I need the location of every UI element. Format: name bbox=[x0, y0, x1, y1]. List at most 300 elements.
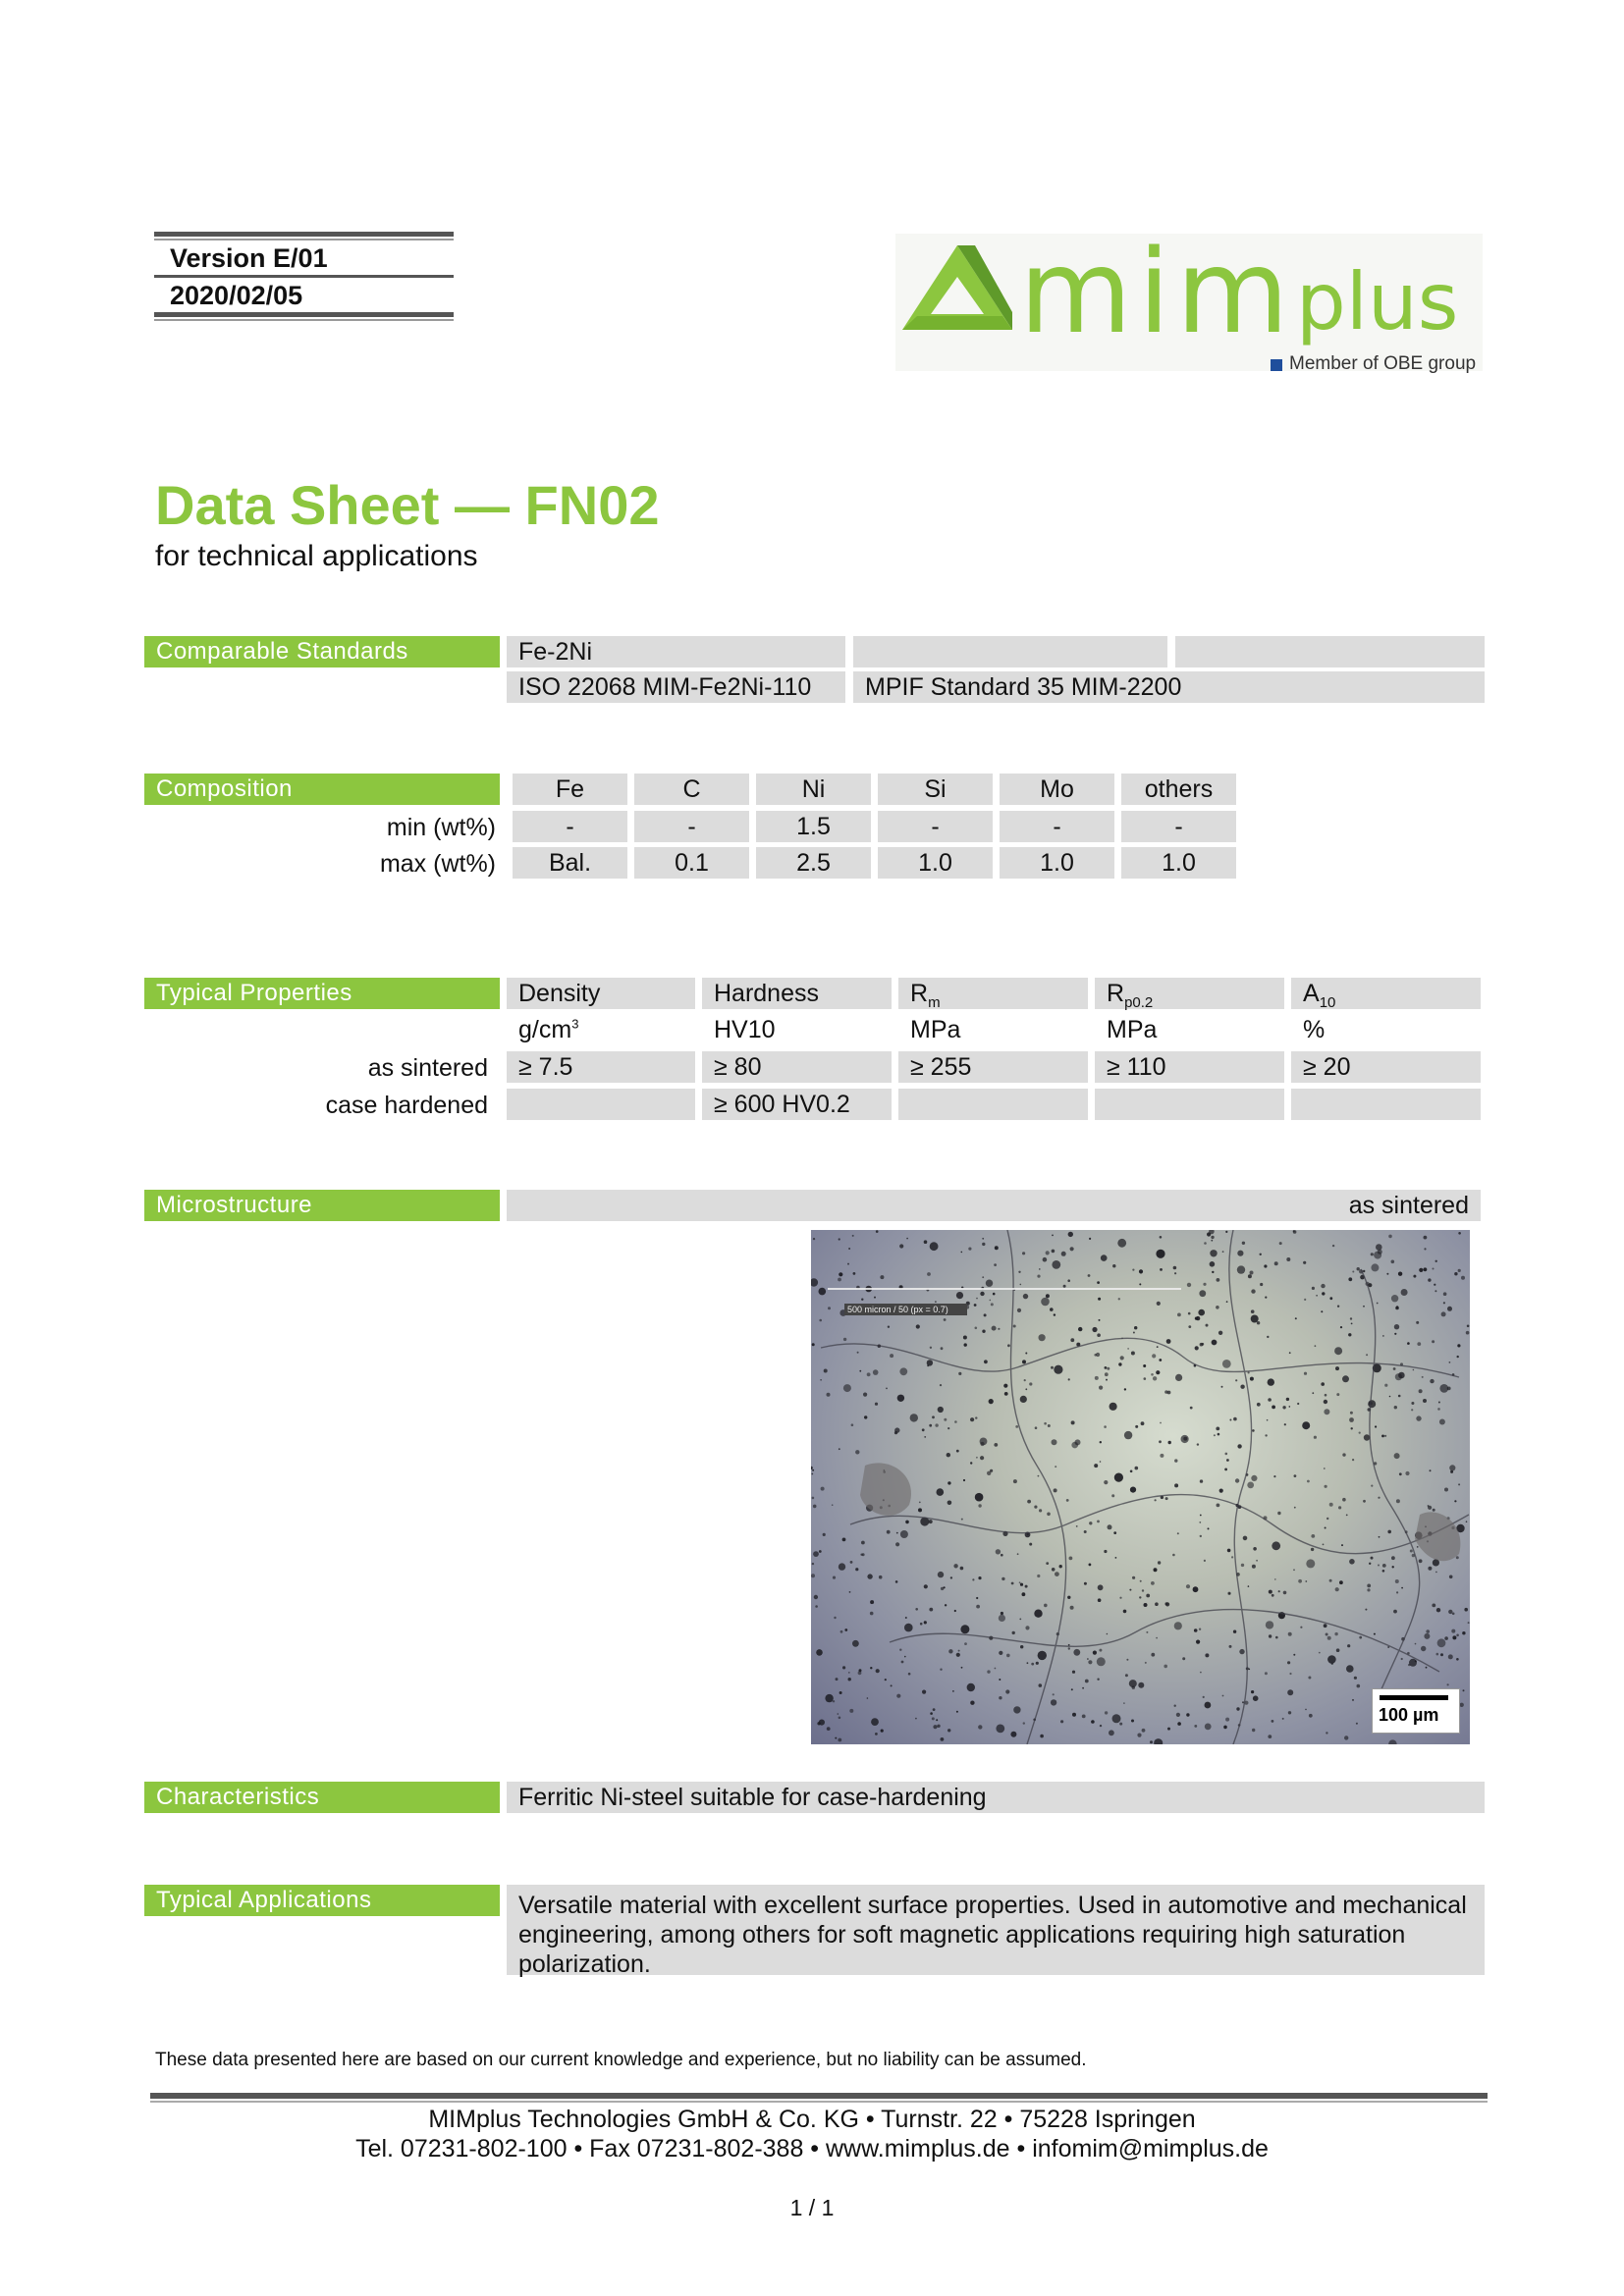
micrograph-speck bbox=[1378, 1497, 1380, 1499]
micrograph-speck bbox=[824, 1369, 828, 1373]
micrograph-speck bbox=[1225, 1231, 1227, 1233]
micrograph-speck bbox=[874, 1297, 876, 1299]
micrograph-speck bbox=[1321, 1382, 1325, 1386]
micrograph-speck bbox=[1350, 1317, 1352, 1319]
micrograph-speck bbox=[1382, 1564, 1386, 1568]
micrograph-speck bbox=[976, 1457, 978, 1459]
micrograph-speck bbox=[944, 1586, 946, 1588]
micrograph-speck bbox=[1119, 1723, 1122, 1726]
micrograph-speck bbox=[812, 1469, 814, 1471]
micrograph-speck bbox=[1203, 1283, 1206, 1286]
micrograph-speck bbox=[1174, 1272, 1176, 1274]
micrograph-speck bbox=[1046, 1251, 1050, 1255]
micrograph-speck bbox=[956, 1653, 960, 1657]
micrograph-speck bbox=[1274, 1578, 1276, 1580]
micrograph-speck bbox=[1305, 1580, 1307, 1582]
micrograph-speck bbox=[1342, 1453, 1345, 1456]
micrograph-speck bbox=[1352, 1699, 1354, 1701]
micrograph-speck bbox=[842, 1666, 845, 1669]
micrograph-speck bbox=[834, 1617, 836, 1619]
micrograph-speck bbox=[843, 1338, 846, 1341]
micrograph-speck bbox=[1211, 1240, 1213, 1242]
micrograph-speck bbox=[1085, 1680, 1089, 1683]
micrograph-speck bbox=[1067, 1596, 1070, 1599]
micrograph-speck bbox=[918, 1508, 922, 1512]
micrograph-speck bbox=[886, 1388, 888, 1390]
micrograph-speck bbox=[1436, 1653, 1439, 1656]
micrograph-speck bbox=[989, 1399, 994, 1404]
micrograph-speck bbox=[880, 1275, 884, 1279]
micrograph-speck bbox=[1117, 1239, 1126, 1248]
micrograph-speck bbox=[1456, 1634, 1459, 1637]
micrograph-speck bbox=[1034, 1506, 1037, 1509]
micrograph-speck bbox=[1237, 1251, 1243, 1256]
micrograph-speck bbox=[1059, 1565, 1062, 1568]
micrograph-speck bbox=[1229, 1419, 1231, 1421]
micrograph-speck bbox=[1216, 1427, 1219, 1431]
micrograph-speck bbox=[1443, 1292, 1447, 1296]
micrograph-speck bbox=[1428, 1278, 1431, 1281]
micrograph-speck bbox=[1035, 1426, 1038, 1429]
micrograph-speck bbox=[839, 1717, 841, 1720]
micrograph-speck bbox=[875, 1733, 878, 1735]
micrograph-speck bbox=[1218, 1433, 1220, 1436]
micrograph-speck bbox=[922, 1690, 926, 1694]
micrograph-speck bbox=[847, 1263, 849, 1265]
micrograph-speck bbox=[1388, 1235, 1392, 1239]
micrograph-speck bbox=[1174, 1705, 1176, 1707]
micrograph-speck bbox=[1145, 1662, 1147, 1664]
micrograph-speck bbox=[1088, 1274, 1091, 1277]
micrograph-speck bbox=[1124, 1431, 1132, 1439]
micrograph-speck bbox=[1027, 1500, 1031, 1504]
micrograph-speck bbox=[1187, 1283, 1191, 1287]
micrograph-speck bbox=[819, 1550, 822, 1553]
micrograph-speck bbox=[1129, 1589, 1131, 1591]
micrograph-speck bbox=[1253, 1695, 1259, 1701]
micrograph-speck bbox=[905, 1617, 907, 1619]
micrograph-speck bbox=[1338, 1506, 1341, 1509]
micrograph-speck bbox=[1329, 1579, 1332, 1582]
standard-cell: ISO 22068 MIM-Fe2Ni-110 bbox=[507, 671, 845, 703]
triangle-logo-icon bbox=[901, 243, 1014, 332]
micrograph-speck bbox=[1104, 1550, 1107, 1553]
micrograph-speck bbox=[1466, 1331, 1470, 1335]
micrograph-speck bbox=[982, 1238, 984, 1240]
micrograph-speck bbox=[1368, 1400, 1376, 1408]
property-header: $A_{10}$ bbox=[1291, 978, 1481, 1009]
micrograph-speck bbox=[1421, 1646, 1426, 1651]
micrograph-speck bbox=[935, 1423, 938, 1426]
micrograph-speck bbox=[1449, 1575, 1453, 1579]
micrograph-speck bbox=[936, 1719, 938, 1721]
micrograph-speck bbox=[1366, 1354, 1368, 1356]
micrograph-speck bbox=[1226, 1301, 1228, 1303]
micrograph-speck bbox=[1053, 1693, 1055, 1695]
applications-text: Versatile material with excellent surface properties. Used in automotive and mechanical engineering, among others for soft magnetic applications requiring high saturation polarization. bbox=[507, 1885, 1485, 1975]
micrograph-speck bbox=[1458, 1269, 1461, 1272]
micrograph-speck bbox=[1206, 1324, 1209, 1327]
micrograph-speck bbox=[1154, 1568, 1158, 1572]
micrograph-speck bbox=[1458, 1232, 1461, 1235]
micrograph-speck bbox=[1297, 1403, 1299, 1405]
micrograph-speck bbox=[825, 1694, 833, 1702]
row-label: min (wt%) bbox=[386, 814, 496, 841]
micrograph-speck bbox=[1241, 1564, 1244, 1567]
micrograph-speck bbox=[1304, 1299, 1306, 1301]
micrograph-speck bbox=[1105, 1711, 1108, 1714]
micrograph-speck bbox=[857, 1352, 859, 1354]
micrograph-speck bbox=[1099, 1386, 1103, 1390]
micrograph-speck bbox=[922, 1428, 925, 1431]
micrograph-speck bbox=[1283, 1591, 1287, 1595]
micrograph-speck bbox=[986, 1280, 993, 1287]
micrograph-speck bbox=[974, 1304, 977, 1307]
micrograph-speck bbox=[1071, 1688, 1073, 1690]
micrograph-speck bbox=[1444, 1488, 1448, 1492]
micrograph-speck bbox=[867, 1697, 869, 1699]
micrograph-speck bbox=[1435, 1290, 1436, 1292]
micrograph-speck bbox=[1268, 1735, 1272, 1738]
composition-value: - bbox=[878, 811, 993, 842]
micrograph-speck bbox=[1371, 1263, 1379, 1271]
micrograph-speck bbox=[1384, 1384, 1387, 1387]
micrograph-speck bbox=[1088, 1660, 1092, 1664]
micrograph-speck bbox=[1165, 1497, 1168, 1500]
micrograph-speck bbox=[1294, 1507, 1296, 1509]
micrograph-speck bbox=[975, 1327, 978, 1330]
micrograph-speck bbox=[1424, 1267, 1428, 1271]
micrograph-speck bbox=[1142, 1729, 1146, 1733]
micrograph-speck bbox=[1047, 1513, 1051, 1517]
micrograph-speck bbox=[1295, 1317, 1297, 1319]
property-value bbox=[1291, 1089, 1481, 1120]
micrograph-speck bbox=[1070, 1247, 1074, 1251]
micrograph-speck bbox=[1363, 1500, 1366, 1503]
micrograph-speck bbox=[870, 1612, 874, 1616]
micrograph-speck bbox=[1015, 1425, 1018, 1428]
micrograph-speck bbox=[1434, 1284, 1435, 1286]
micrograph-measure-line bbox=[828, 1288, 1181, 1290]
micrograph-speck bbox=[1432, 1604, 1435, 1608]
micrograph-speck bbox=[1437, 1408, 1440, 1411]
micrograph-speck bbox=[1322, 1292, 1325, 1295]
micrograph-speck bbox=[819, 1288, 827, 1296]
micrograph-speck bbox=[935, 1301, 937, 1303]
micrograph-speck bbox=[1164, 1602, 1167, 1605]
micrograph-speck bbox=[1371, 1557, 1374, 1560]
micrograph-speck bbox=[1037, 1275, 1040, 1278]
micrograph-speck bbox=[906, 1238, 908, 1240]
micrograph-speck bbox=[1441, 1311, 1446, 1316]
micrograph-speck bbox=[1250, 1271, 1254, 1275]
micrograph-speck bbox=[1031, 1663, 1034, 1666]
footer-contact: Tel. 07231-802-100 • Fax 07231-802-388 • www.mimplus.de • infomim@mimplus.de bbox=[355, 2135, 1269, 2163]
composition-value: 1.0 bbox=[1121, 847, 1236, 879]
micrograph-speck bbox=[1437, 1638, 1446, 1647]
micrograph-speck bbox=[1157, 1346, 1159, 1348]
micrograph-speck bbox=[1329, 1297, 1332, 1300]
micrograph-speck bbox=[1354, 1677, 1357, 1680]
micrograph-speck bbox=[970, 1417, 974, 1421]
property-value bbox=[1095, 1089, 1284, 1120]
micrograph-speck bbox=[1160, 1268, 1163, 1271]
micrograph-speck bbox=[1127, 1348, 1129, 1350]
micrograph-speck bbox=[1447, 1307, 1452, 1311]
micrograph-speck bbox=[1391, 1556, 1395, 1560]
micrograph-speck bbox=[1126, 1659, 1128, 1661]
micrograph-speck bbox=[1443, 1302, 1445, 1304]
micrograph-speck bbox=[1235, 1379, 1237, 1381]
section-label-characteristics: Characteristics bbox=[144, 1782, 500, 1813]
micrograph-speck bbox=[1289, 1352, 1291, 1354]
micrograph-speck bbox=[1252, 1429, 1255, 1432]
micrograph-speck bbox=[1001, 1554, 1003, 1557]
micrograph-speck bbox=[840, 1630, 843, 1633]
micrograph-speck bbox=[1466, 1521, 1468, 1522]
micrograph-speck bbox=[849, 1709, 853, 1713]
micrograph-speck bbox=[1325, 1394, 1327, 1397]
micrograph-speck bbox=[1382, 1335, 1384, 1337]
micrograph-speck bbox=[1111, 1494, 1114, 1497]
micrograph-speck bbox=[1378, 1565, 1380, 1567]
section-label-microstructure: Microstructure bbox=[144, 1190, 500, 1221]
micrograph-speck bbox=[1439, 1419, 1445, 1425]
micrograph-speck bbox=[1157, 1302, 1161, 1306]
micrograph-speck bbox=[1279, 1242, 1282, 1245]
micrograph-speck bbox=[812, 1497, 815, 1500]
micrograph-speck bbox=[1265, 1672, 1268, 1675]
micrograph-speck bbox=[1144, 1603, 1148, 1607]
micrograph-speck bbox=[1371, 1485, 1373, 1487]
micrograph-speck bbox=[1069, 1557, 1073, 1561]
micrograph-speck bbox=[899, 1244, 903, 1248]
micrograph-speck bbox=[924, 1621, 927, 1624]
micrograph-speck bbox=[1177, 1532, 1179, 1534]
micrograph-speck bbox=[853, 1272, 856, 1275]
micrograph-speck bbox=[1186, 1584, 1190, 1588]
micrograph-speck bbox=[1100, 1441, 1102, 1443]
micrograph-speck bbox=[871, 1718, 879, 1726]
micrograph-speck bbox=[1029, 1382, 1032, 1385]
micrograph-speck bbox=[1112, 1264, 1115, 1267]
micrograph-speck bbox=[1174, 1622, 1182, 1629]
micrograph-speck bbox=[1239, 1649, 1244, 1654]
micrograph-speck bbox=[1052, 1250, 1056, 1254]
micrograph-speck bbox=[1341, 1544, 1343, 1546]
micrograph-speck bbox=[1114, 1473, 1123, 1482]
micrograph-speck bbox=[1181, 1435, 1189, 1443]
micrograph-speck bbox=[1460, 1703, 1464, 1707]
micrograph-speck bbox=[1113, 1531, 1116, 1534]
micrograph-speck bbox=[859, 1669, 862, 1672]
micrograph-speck bbox=[1311, 1534, 1315, 1538]
micrograph-speck bbox=[1159, 1359, 1162, 1362]
micrograph-speck bbox=[1401, 1289, 1408, 1296]
micrograph-speck bbox=[1348, 1277, 1352, 1281]
micrograph-speck bbox=[968, 1248, 971, 1251]
micrograph-speck bbox=[1036, 1662, 1039, 1665]
micrograph-speck bbox=[1336, 1648, 1340, 1652]
micrograph-speck bbox=[1020, 1284, 1022, 1286]
micrograph-speck bbox=[835, 1737, 837, 1739]
micrograph-speck bbox=[991, 1303, 994, 1306]
micrograph-speck bbox=[813, 1238, 815, 1240]
micrograph-speck bbox=[1208, 1527, 1210, 1529]
micrograph-speck bbox=[1003, 1384, 1007, 1388]
micrograph-speck bbox=[1078, 1327, 1082, 1331]
micrograph-speck bbox=[1194, 1629, 1198, 1632]
micrograph-speck bbox=[1137, 1734, 1141, 1737]
micrograph-speck bbox=[1242, 1242, 1245, 1245]
micrograph-speck bbox=[1378, 1250, 1382, 1255]
micrograph-speck bbox=[916, 1324, 920, 1328]
micrograph-speck bbox=[1039, 1268, 1041, 1270]
micrograph-speck bbox=[1325, 1485, 1327, 1488]
micrograph-speck bbox=[1430, 1379, 1434, 1383]
micrograph-speck bbox=[1156, 1370, 1160, 1374]
micrograph-speck bbox=[1200, 1515, 1202, 1517]
micrograph-speck bbox=[1142, 1589, 1144, 1591]
micrograph-speck bbox=[1311, 1548, 1314, 1551]
micrograph-speck bbox=[1197, 1443, 1199, 1445]
micrograph-speck bbox=[1398, 1272, 1402, 1276]
element-header: C bbox=[634, 774, 749, 805]
micrograph-speck bbox=[1073, 1649, 1080, 1656]
micrograph-speck bbox=[1159, 1440, 1162, 1443]
micrograph-speck bbox=[1108, 1524, 1112, 1529]
micrograph-speck bbox=[1411, 1409, 1413, 1411]
element-header: Si bbox=[878, 774, 993, 805]
micrograph-speck bbox=[1367, 1584, 1371, 1588]
micrograph-speck bbox=[1174, 1483, 1178, 1487]
micrograph-speck bbox=[1199, 1522, 1201, 1523]
micrograph-speck bbox=[851, 1423, 854, 1426]
micrograph-speck bbox=[1252, 1729, 1255, 1732]
element-header: Fe bbox=[513, 774, 627, 805]
micrograph-speck bbox=[1020, 1396, 1027, 1403]
micrograph-speck bbox=[1084, 1582, 1087, 1585]
micrograph-speck bbox=[891, 1684, 893, 1686]
micrograph-speck bbox=[1286, 1257, 1290, 1261]
micrograph-speck bbox=[1342, 1375, 1349, 1382]
micrograph-speck bbox=[1039, 1334, 1046, 1341]
micrograph-speck bbox=[1329, 1503, 1333, 1507]
micrograph-speck bbox=[1393, 1610, 1397, 1614]
micrograph-speck bbox=[1135, 1425, 1138, 1428]
version-top-rule bbox=[154, 232, 454, 237]
micrograph-speck bbox=[1107, 1633, 1109, 1635]
micrograph-speck bbox=[1013, 1479, 1017, 1483]
micrograph-speck bbox=[1326, 1633, 1328, 1636]
micrograph-speck bbox=[1219, 1489, 1223, 1493]
micrograph-speck bbox=[1176, 1713, 1180, 1717]
micrograph-speck bbox=[1356, 1723, 1358, 1725]
micrograph-speck bbox=[1467, 1325, 1470, 1328]
micrograph-speck bbox=[1415, 1660, 1417, 1662]
micrograph-speck bbox=[924, 1436, 926, 1438]
micrograph-speck bbox=[1001, 1612, 1003, 1615]
micrograph-speck bbox=[929, 1424, 932, 1427]
micrograph-speck bbox=[978, 1725, 982, 1729]
micrograph-speck bbox=[1337, 1306, 1339, 1308]
micrograph-speck bbox=[1388, 1739, 1396, 1744]
micrograph-speck bbox=[819, 1319, 822, 1322]
composition-value: - bbox=[513, 811, 627, 842]
micrograph-speck bbox=[1251, 1690, 1254, 1693]
micrograph-speck bbox=[1210, 1261, 1216, 1267]
micrograph-speck bbox=[1138, 1682, 1144, 1688]
composition-value: - bbox=[1000, 811, 1114, 842]
micrograph-speck bbox=[1051, 1699, 1056, 1705]
micrograph-speck bbox=[1084, 1530, 1087, 1533]
micrograph-speck bbox=[1164, 1665, 1167, 1669]
micrograph-speck bbox=[1396, 1591, 1398, 1593]
micrograph-speck bbox=[852, 1640, 859, 1647]
micrograph-speck bbox=[1100, 1461, 1102, 1463]
micrograph-speck bbox=[1130, 1487, 1136, 1493]
micrograph-speck bbox=[832, 1504, 834, 1506]
micrograph-speck bbox=[1307, 1480, 1310, 1483]
micrograph-speck bbox=[1457, 1344, 1460, 1347]
micrograph-speck bbox=[937, 1725, 940, 1728]
micrograph-speck bbox=[899, 1367, 907, 1375]
micrograph-speck bbox=[958, 1372, 961, 1375]
micrograph-speck bbox=[1112, 1714, 1121, 1723]
micrograph-speck bbox=[1256, 1560, 1258, 1562]
micrograph-speck bbox=[1334, 1632, 1337, 1635]
version-top-rule-thin bbox=[154, 239, 454, 240]
micrograph-speck bbox=[992, 1326, 997, 1331]
micrograph-speck bbox=[1327, 1636, 1331, 1640]
micrograph-speck bbox=[1154, 1738, 1163, 1744]
micrograph-speck bbox=[875, 1403, 878, 1406]
micrograph-speck bbox=[844, 1629, 847, 1631]
micrograph-speck bbox=[1156, 1637, 1158, 1639]
micrograph-speck bbox=[1068, 1644, 1070, 1646]
micrograph-speck bbox=[1266, 1621, 1273, 1629]
micrograph-speck bbox=[1237, 1444, 1241, 1448]
micrograph-speck bbox=[1236, 1707, 1239, 1710]
micrograph-speck bbox=[1132, 1576, 1135, 1579]
micrograph-speck bbox=[1272, 1541, 1280, 1550]
micrograph-speck bbox=[1344, 1735, 1348, 1739]
micrograph-speck bbox=[1222, 1251, 1224, 1253]
micrograph-speck bbox=[954, 1610, 956, 1612]
property-unit: $g/cm^3$ bbox=[518, 1016, 579, 1043]
micrograph-speck bbox=[978, 1576, 981, 1579]
micrograph-speck bbox=[1132, 1269, 1134, 1271]
micrograph-speck bbox=[1394, 1453, 1400, 1459]
micrograph-speck bbox=[976, 1605, 980, 1609]
micrograph-speck bbox=[1052, 1439, 1057, 1445]
micrograph-speck bbox=[1413, 1369, 1415, 1371]
micrograph-speck bbox=[1456, 1556, 1459, 1559]
version-bottom-rule-thin bbox=[154, 319, 454, 321]
micrograph-speck bbox=[1463, 1689, 1465, 1691]
micrograph-speck bbox=[1097, 1281, 1100, 1284]
micrograph-speck bbox=[1134, 1326, 1137, 1329]
micrograph-speck bbox=[1025, 1585, 1028, 1588]
micrograph-speck bbox=[1044, 1604, 1048, 1608]
micrograph-speck bbox=[885, 1679, 887, 1681]
micrograph-speck bbox=[1129, 1680, 1137, 1687]
property-value: ≥ 600 HV0.2 bbox=[702, 1089, 892, 1120]
micrograph-speck bbox=[1013, 1325, 1016, 1328]
micrograph-speck bbox=[1040, 1735, 1044, 1738]
micrograph-speck bbox=[1243, 1536, 1248, 1541]
micrograph-speck bbox=[1020, 1645, 1023, 1648]
